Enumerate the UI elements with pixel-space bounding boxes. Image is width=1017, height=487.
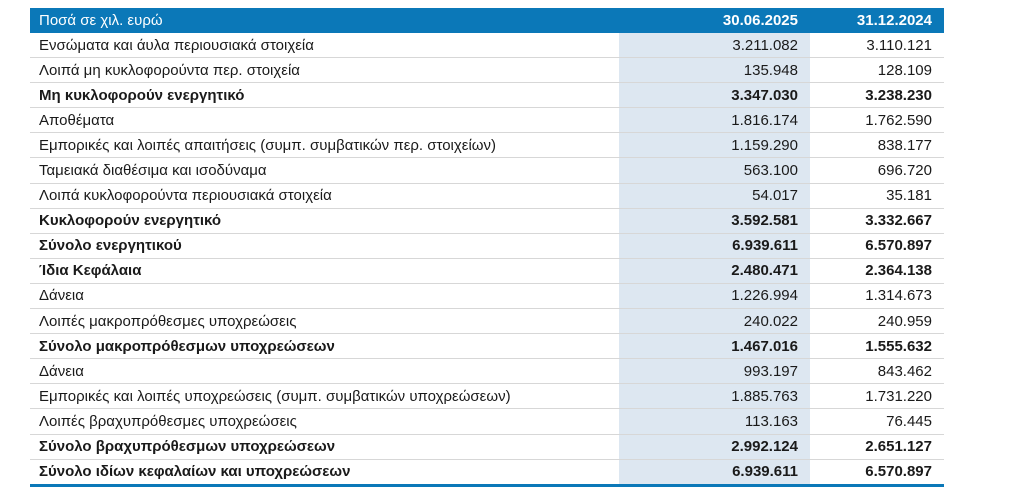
row-spacer (810, 258, 824, 283)
row-value-current: 563.100 (619, 158, 810, 183)
row-label: Ενσώματα και άυλα περιουσιακά στοιχεία (30, 33, 619, 58)
table-row (30, 183, 944, 208)
row-label: Ταμειακά διαθέσιμα και ισοδύναμα (30, 158, 619, 183)
table-row (30, 158, 944, 183)
row-value-current: 6.939.611 (619, 459, 810, 485)
row-value-current: 993.197 (619, 359, 810, 384)
row-spacer (810, 58, 824, 83)
row-value-current: 3.211.082 (619, 33, 810, 58)
row-value-previous: 35.181 (824, 183, 944, 208)
row-value-previous: 3.238.230 (824, 83, 944, 108)
row-spacer (810, 33, 824, 58)
table-header-row (30, 8, 944, 33)
row-value-current: 240.022 (619, 309, 810, 334)
table-body (30, 33, 944, 485)
header-amount-unit: Ποσά σε χιλ. ευρώ (30, 8, 619, 33)
row-spacer (810, 409, 824, 434)
row-value-previous: 3.332.667 (824, 208, 944, 233)
table-row (30, 258, 944, 283)
row-value-previous: 843.462 (824, 359, 944, 384)
row-spacer (810, 208, 824, 233)
row-spacer (810, 309, 824, 334)
row-spacer (810, 283, 824, 308)
row-value-current: 6.939.611 (619, 233, 810, 258)
row-spacer (810, 359, 824, 384)
row-value-previous: 1.731.220 (824, 384, 944, 409)
header-period-previous: 31.12.2024 (824, 8, 944, 33)
table-row (30, 434, 944, 459)
row-label: Δάνεια (30, 359, 619, 384)
row-label: Ίδια Κεφάλαια (30, 258, 619, 283)
table-row (30, 108, 944, 133)
row-value-previous: 240.959 (824, 309, 944, 334)
table-row (30, 208, 944, 233)
row-value-current: 54.017 (619, 183, 810, 208)
row-spacer (810, 459, 824, 485)
row-value-current: 3.592.581 (619, 208, 810, 233)
row-value-current: 1.885.763 (619, 384, 810, 409)
row-value-previous: 128.109 (824, 58, 944, 83)
row-label: Σύνολο βραχυπρόθεσμων υποχρεώσεων (30, 434, 619, 459)
table-row (30, 459, 944, 485)
row-label: Εμπορικές και λοιπές υποχρεώσεις (συμπ. συμβατικών υποχρεώσεων) (30, 384, 619, 409)
row-value-previous: 2.651.127 (824, 434, 944, 459)
row-value-previous: 1.762.590 (824, 108, 944, 133)
table-row (30, 83, 944, 108)
table-row (30, 283, 944, 308)
row-value-current: 1.226.994 (619, 283, 810, 308)
row-value-current: 3.347.030 (619, 83, 810, 108)
row-label: Σύνολο ιδίων κεφαλαίων και υποχρεώσεων (30, 459, 619, 485)
row-value-previous: 1.555.632 (824, 334, 944, 359)
table-row (30, 409, 944, 434)
table-row (30, 309, 944, 334)
row-label: Σύνολο ενεργητικού (30, 233, 619, 258)
row-label: Σύνολο μακροπρόθεσμων υποχρεώσεων (30, 334, 619, 359)
row-value-previous: 1.314.673 (824, 283, 944, 308)
row-spacer (810, 183, 824, 208)
row-value-current: 1.467.016 (619, 334, 810, 359)
table-row (30, 384, 944, 409)
header-spacer (810, 8, 824, 33)
row-value-previous: 838.177 (824, 133, 944, 158)
row-spacer (810, 434, 824, 459)
row-value-current: 113.163 (619, 409, 810, 434)
row-value-previous: 3.110.121 (824, 33, 944, 58)
row-spacer (810, 334, 824, 359)
row-label: Αποθέματα (30, 108, 619, 133)
table-row (30, 233, 944, 258)
row-value-current: 1.816.174 (619, 108, 810, 133)
row-value-previous: 6.570.897 (824, 233, 944, 258)
row-value-previous: 76.445 (824, 409, 944, 434)
table-row (30, 33, 944, 58)
row-label: Κυκλοφορούν ενεργητικό (30, 208, 619, 233)
row-spacer (810, 158, 824, 183)
row-spacer (810, 108, 824, 133)
row-value-current: 2.992.124 (619, 434, 810, 459)
table-row (30, 359, 944, 384)
table-row (30, 133, 944, 158)
row-spacer (810, 83, 824, 108)
row-label: Λοιπές βραχυπρόθεσμες υποχρεώσεις (30, 409, 619, 434)
row-spacer (810, 233, 824, 258)
row-value-current: 1.159.290 (619, 133, 810, 158)
row-spacer (810, 384, 824, 409)
header-period-current: 30.06.2025 (619, 8, 810, 33)
row-value-current: 2.480.471 (619, 258, 810, 283)
row-label: Λοιπές μακροπρόθεσμες υποχρεώσεις (30, 309, 619, 334)
table-row (30, 334, 944, 359)
balance-sheet-table (30, 8, 944, 487)
row-label: Εμπορικές και λοιπές απαιτήσεις (συμπ. συμβατικών περ. στοιχείων) (30, 133, 619, 158)
row-value-current: 135.948 (619, 58, 810, 83)
row-label: Λοιπά μη κυκλοφορούντα περ. στοιχεία (30, 58, 619, 83)
row-value-previous: 2.364.138 (824, 258, 944, 283)
row-label: Λοιπά κυκλοφορούντα περιουσιακά στοιχεία (30, 183, 619, 208)
row-spacer (810, 133, 824, 158)
row-label: Μη κυκλοφορούν ενεργητικό (30, 83, 619, 108)
row-value-previous: 696.720 (824, 158, 944, 183)
row-label: Δάνεια (30, 283, 619, 308)
row-value-previous: 6.570.897 (824, 459, 944, 485)
table-row (30, 58, 944, 83)
